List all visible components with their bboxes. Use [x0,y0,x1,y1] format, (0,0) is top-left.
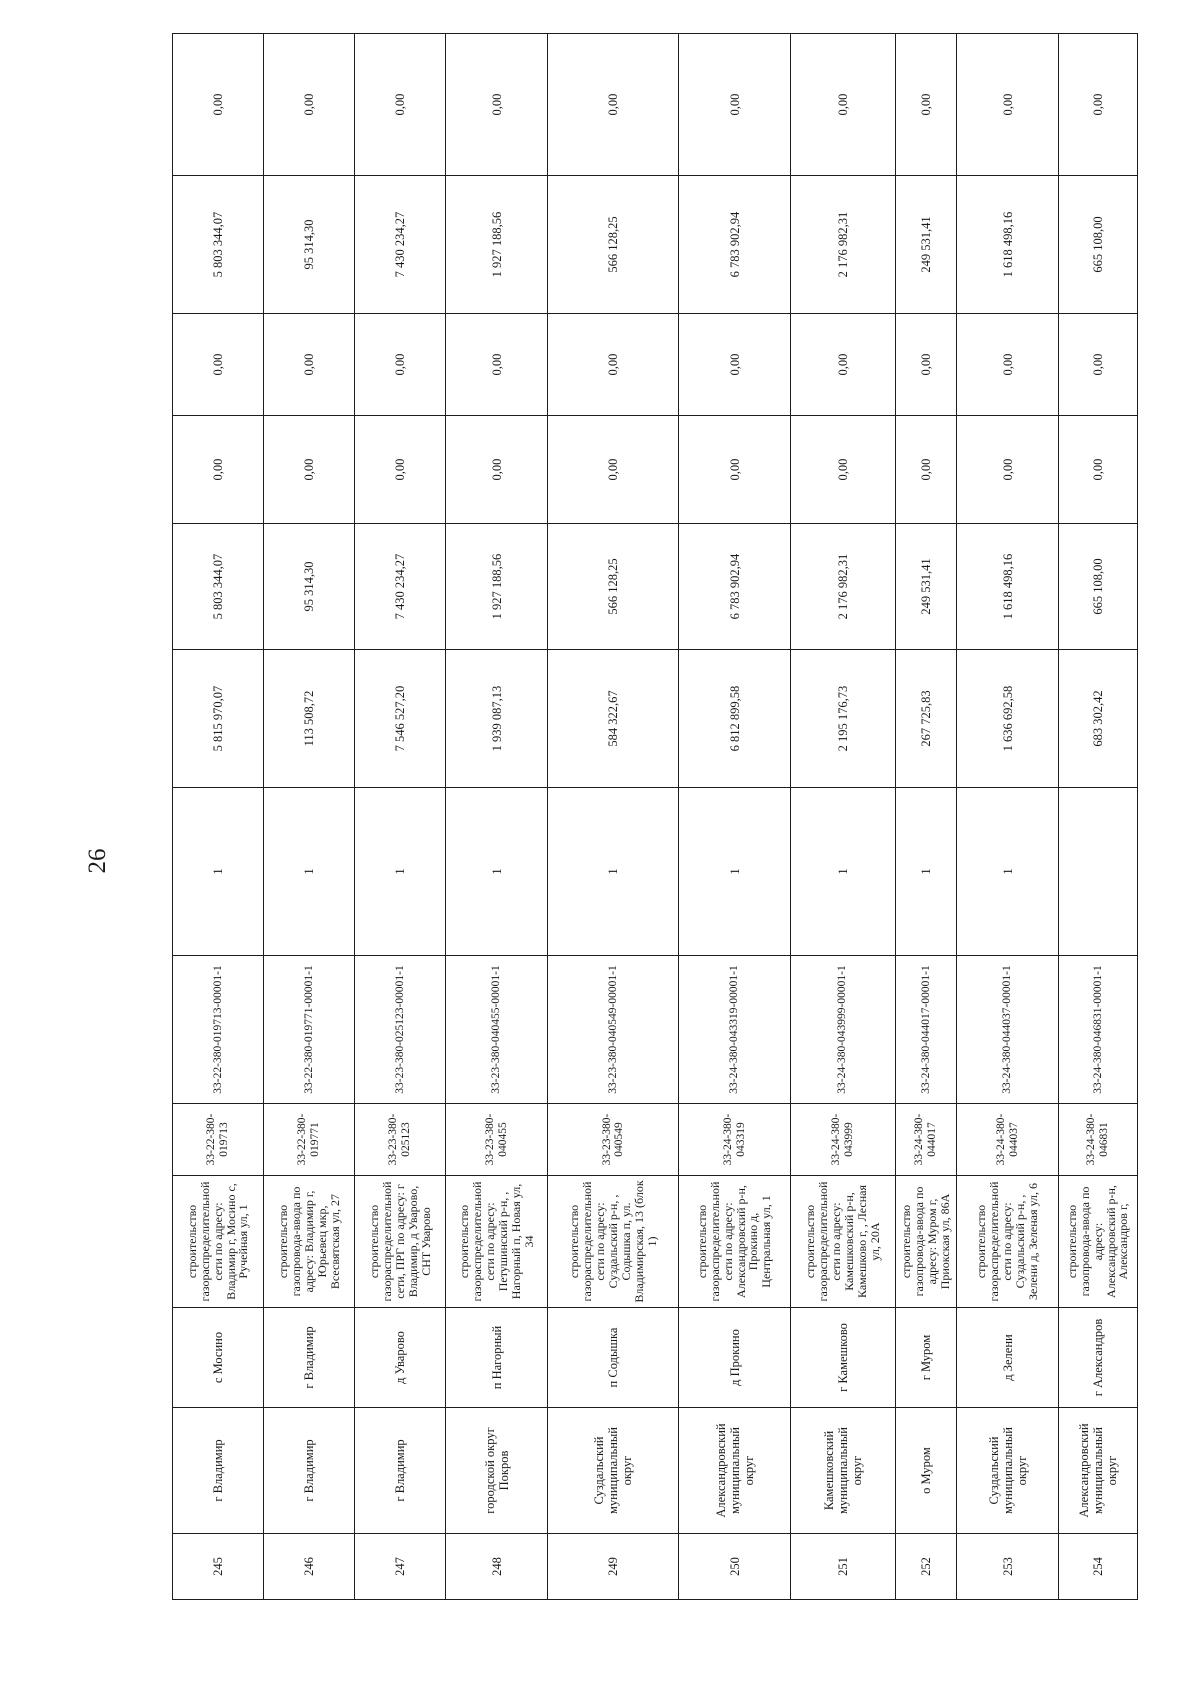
amount-cell: 1 618 498,16 [956,176,1058,314]
row-number-cell: 248 [446,1534,548,1600]
amount-cell: 1 618 498,16 [956,524,1058,650]
amount-cell: 7 430 234,27 [355,524,446,650]
total-cost-cell: 113 508,72 [264,650,355,788]
municipality-cell: г Владимир [355,1408,446,1534]
quantity-cell: 1 [679,788,790,956]
description-cell: строительство газопровода-ввода по адресу: Александровский р-н, Александров г, [1059,1176,1138,1308]
row-number-cell: 249 [548,1534,679,1600]
object-code-cell: 33-24-380-043319 [679,1104,790,1176]
object-id-cell: 33-24-380-044017-00001-1 [896,956,957,1104]
zero-amount-cell: 0,00 [896,416,957,524]
zero-amount-cell: 0,00 [446,314,548,416]
quantity-cell: 1 [264,788,355,956]
quantity-cell: 1 [446,788,548,956]
amount-cell: 249 531,41 [896,524,957,650]
table-row [446,34,548,1600]
total-cost-cell: 2 195 176,73 [790,650,896,788]
quantity-cell: 1 [548,788,679,956]
zero-amount-cell: 0,00 [1059,34,1138,176]
total-cost-cell: 584 322,67 [548,650,679,788]
amount-cell: 7 430 234,27 [355,176,446,314]
amount-cell: 566 128,25 [548,524,679,650]
zero-amount-cell: 0,00 [264,416,355,524]
amount-cell: 2 176 982,31 [790,524,896,650]
amount-cell: 5 803 344,07 [173,524,264,650]
municipality-cell: Камешковский муниципальный округ [790,1408,896,1534]
description-cell: строительство газораспределительной сети по адресу: Владимир г, Мосино с, Ручейная ул, 1 [173,1176,264,1308]
amount-cell: 6 783 902,94 [679,524,790,650]
object-code-cell: 33-22-380-019771 [264,1104,355,1176]
zero-amount-cell: 0,00 [355,416,446,524]
object-code-cell: 33-24-380-043999 [790,1104,896,1176]
row-number-cell: 251 [790,1534,896,1600]
description-cell: строительство газораспределительной сети по адресу: Суздальский р-н, , Зелени д, Зеленая ул, 6 [956,1176,1058,1308]
object-id-cell: 33-23-380-025123-00001-1 [355,956,446,1104]
zero-amount-cell: 0,00 [446,34,548,176]
municipality-cell: Александровский муниципальный округ [679,1408,790,1534]
zero-amount-cell: 0,00 [355,34,446,176]
zero-amount-cell: 0,00 [548,416,679,524]
amount-cell: 1 927 188,56 [446,176,548,314]
settlement-cell: д Уварово [355,1308,446,1408]
zero-amount-cell: 0,00 [896,34,957,176]
description-cell: строительство газораспределительной сети, ПРГ по адресу: г Владимир, д Уварово, СНТ Уварово [355,1176,446,1308]
object-code-cell: 33-24-380-044017 [896,1104,957,1176]
row-number-cell: 245 [173,1534,264,1600]
total-cost-cell: 683 302,42 [1059,650,1138,788]
municipality-cell: г Владимир [173,1408,264,1534]
registry-table-body [173,34,1138,1600]
object-code-cell: 33-23-380-040455 [446,1104,548,1176]
total-cost-cell: 1 939 087,13 [446,650,548,788]
description-cell: строительство газопровода-ввода по адресу: Владимир г, Юрьевец мкр, Всесвятская ул, 27 [264,1176,355,1308]
zero-amount-cell: 0,00 [679,34,790,176]
amount-cell: 566 128,25 [548,176,679,314]
zero-amount-cell: 0,00 [790,416,896,524]
municipality-cell: г Владимир [264,1408,355,1534]
row-number-cell: 246 [264,1534,355,1600]
settlement-cell: г Камешково [790,1308,896,1408]
zero-amount-cell: 0,00 [956,416,1058,524]
amount-cell: 95 314,30 [264,524,355,650]
table-row [896,34,957,1600]
object-code-cell: 33-23-380-040549 [548,1104,679,1176]
settlement-cell: с Мосино [173,1308,264,1408]
quantity-cell: 1 [896,788,957,956]
zero-amount-cell: 0,00 [264,314,355,416]
object-id-cell: 33-24-380-044037-00001-1 [956,956,1058,1104]
description-cell: строительство газораспределительной сети по адресу: Камешковский р-н, Камешково г, , Лесная ул, 20А [790,1176,896,1308]
zero-amount-cell: 0,00 [1059,416,1138,524]
amount-cell: 95 314,30 [264,176,355,314]
municipality-cell: городской округ Покров [446,1408,548,1534]
registry-table-rotated [172,93,1138,1600]
zero-amount-cell: 0,00 [355,314,446,416]
amount-cell: 665 108,00 [1059,524,1138,650]
object-id-cell: 33-24-380-043319-00001-1 [679,956,790,1104]
settlement-cell: п Содышка [548,1308,679,1408]
table-row [548,34,679,1600]
amount-cell: 665 108,00 [1059,176,1138,314]
row-number-cell: 254 [1059,1534,1138,1600]
page-number: 26 [84,848,111,874]
row-number-cell: 247 [355,1534,446,1600]
quantity-cell: 1 [355,788,446,956]
table-row [790,34,896,1600]
quantity-cell: 1 [173,788,264,956]
description-cell: строительство газораспределительной сети по адресу: Суздальский р-н, , Содышка п, ул. Владимирская, 13 (блок 1) [548,1176,679,1308]
municipality-cell: Суздальский муниципальный округ [956,1408,1058,1534]
zero-amount-cell: 0,00 [1059,314,1138,416]
zero-amount-cell: 0,00 [956,34,1058,176]
amount-cell: 1 927 188,56 [446,524,548,650]
settlement-cell: д Зелени [956,1308,1058,1408]
settlement-cell: п Нагорный [446,1308,548,1408]
row-number-cell: 253 [956,1534,1058,1600]
description-cell: строительство газопровода-ввода по адресу: Муром г, Приокская ул, 86А [896,1176,957,1308]
zero-amount-cell: 0,00 [173,416,264,524]
zero-amount-cell: 0,00 [264,34,355,176]
amount-cell: 5 803 344,07 [173,176,264,314]
table-row [1059,34,1138,1600]
object-code-cell: 33-22-380-019713 [173,1104,264,1176]
total-cost-cell: 6 812 899,58 [679,650,790,788]
zero-amount-cell: 0,00 [790,34,896,176]
table-row [355,34,446,1600]
zero-amount-cell: 0,00 [548,314,679,416]
total-cost-cell: 267 725,83 [896,650,957,788]
quantity-cell [1059,788,1138,956]
zero-amount-cell: 0,00 [173,314,264,416]
total-cost-cell: 7 546 527,20 [355,650,446,788]
amount-cell: 6 783 902,94 [679,176,790,314]
object-id-cell: 33-24-380-043999-00001-1 [790,956,896,1104]
table-row [173,34,264,1600]
description-cell: строительство газораспределительной сети по адресу: Александровский р-н, Прокино д, Центральная ул, 1 [679,1176,790,1308]
zero-amount-cell: 0,00 [173,34,264,176]
settlement-cell: г Владимир [264,1308,355,1408]
zero-amount-cell: 0,00 [956,314,1058,416]
total-cost-cell: 1 636 692,58 [956,650,1058,788]
zero-amount-cell: 0,00 [446,416,548,524]
object-id-cell: 33-22-380-019713-00001-1 [173,956,264,1104]
municipality-cell: о Муром [896,1408,957,1534]
registry-table [172,33,1138,1600]
settlement-cell: г Александров [1059,1308,1138,1408]
amount-cell: 2 176 982,31 [790,176,896,314]
table-row [679,34,790,1600]
settlement-cell: г Муром [896,1308,957,1408]
quantity-cell: 1 [790,788,896,956]
object-code-cell: 33-24-380-044037 [956,1104,1058,1176]
zero-amount-cell: 0,00 [790,314,896,416]
quantity-cell: 1 [956,788,1058,956]
total-cost-cell: 5 815 970,07 [173,650,264,788]
zero-amount-cell: 0,00 [679,416,790,524]
object-id-cell: 33-24-380-046831-00001-1 [1059,956,1138,1104]
zero-amount-cell: 0,00 [679,314,790,416]
registry-table-frame [172,93,1138,1600]
object-code-cell: 33-24-380-046831 [1059,1104,1138,1176]
object-id-cell: 33-23-380-040549-00001-1 [548,956,679,1104]
zero-amount-cell: 0,00 [896,314,957,416]
table-row [956,34,1058,1600]
row-number-cell: 250 [679,1534,790,1600]
municipality-cell: Александровский муниципальный округ [1059,1408,1138,1534]
object-code-cell: 33-23-380-025123 [355,1104,446,1176]
amount-cell: 249 531,41 [896,176,957,314]
description-cell: строительство газораспределительной сети по адресу: Петушинский р-н, , Нагорный п, Новая ул, 34 [446,1176,548,1308]
object-id-cell: 33-23-380-040455-00001-1 [446,956,548,1104]
row-number-cell: 252 [896,1534,957,1600]
zero-amount-cell: 0,00 [548,34,679,176]
object-id-cell: 33-22-380-019771-00001-1 [264,956,355,1104]
settlement-cell: д Прокино [679,1308,790,1408]
table-row [264,34,355,1600]
municipality-cell: Суздальский муниципальный округ [548,1408,679,1534]
